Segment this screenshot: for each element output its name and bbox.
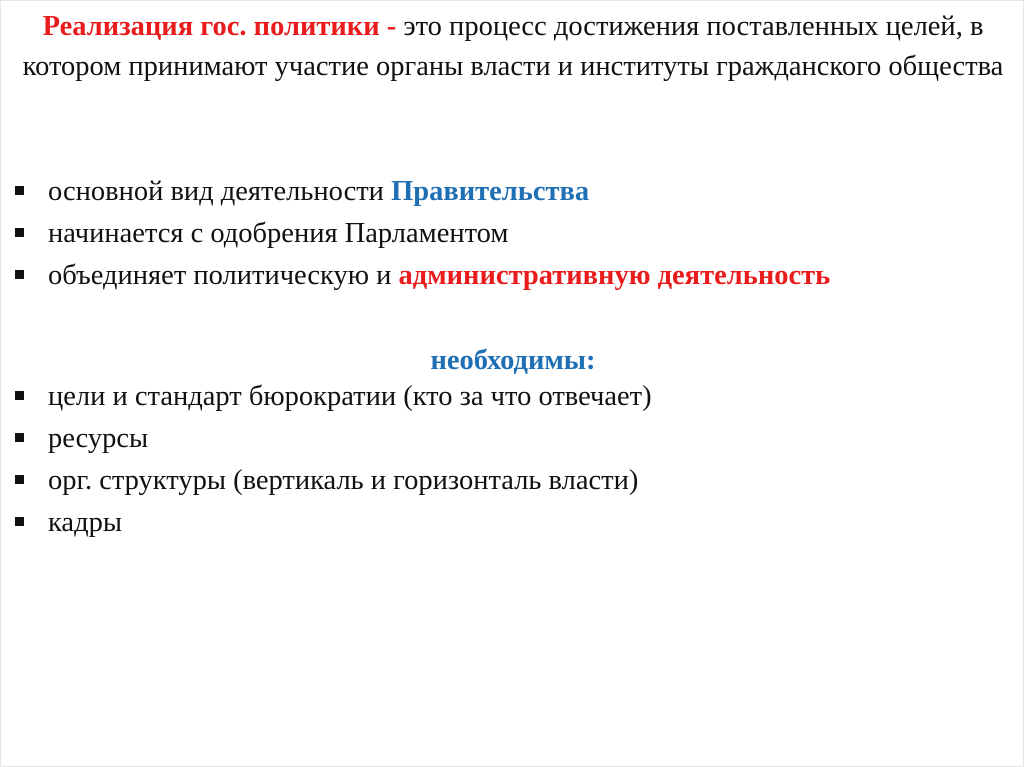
list-item-highlight: Правительства (391, 176, 590, 207)
list-item-text: орг. структуры (вертикаль и горизонталь власти) (48, 465, 639, 496)
list-item (15, 376, 652, 418)
requirements-heading: необходимы: (430, 345, 596, 376)
list-item (15, 502, 652, 544)
definition-term: Реализация гос. политики - (42, 11, 397, 42)
square-bullet-icon (15, 228, 24, 237)
list-item-text: основной вид деятельности (48, 176, 392, 207)
list-item-text: кадры (48, 507, 122, 538)
list-item-text: ресурсы (48, 423, 149, 454)
square-bullet-icon (15, 391, 24, 400)
list-item-text: начинается с одобрения Парламентом (48, 218, 509, 249)
square-bullet-icon (15, 475, 24, 484)
definition-text: это процесс достижения поставленных целей, в котором принимают участие органы власти и институты гражданского общества (22, 11, 1004, 82)
square-bullet-icon (15, 186, 24, 195)
list-item (15, 460, 652, 502)
list-item-text: цели и стандарт бюрократии (кто за что отвечает) (48, 381, 652, 412)
definition-paragraph (15, 7, 1011, 87)
square-bullet-icon (15, 517, 24, 526)
square-bullet-icon (15, 270, 24, 279)
list-item (15, 171, 830, 213)
list-item (15, 255, 830, 297)
list-item (15, 213, 830, 255)
requirements-list (15, 376, 652, 544)
list-item (15, 418, 652, 460)
square-bullet-icon (15, 433, 24, 442)
features-list (15, 171, 830, 297)
list-item-text: объединяет политическую и (48, 260, 399, 291)
list-item-highlight: административную деятельность (398, 260, 831, 291)
